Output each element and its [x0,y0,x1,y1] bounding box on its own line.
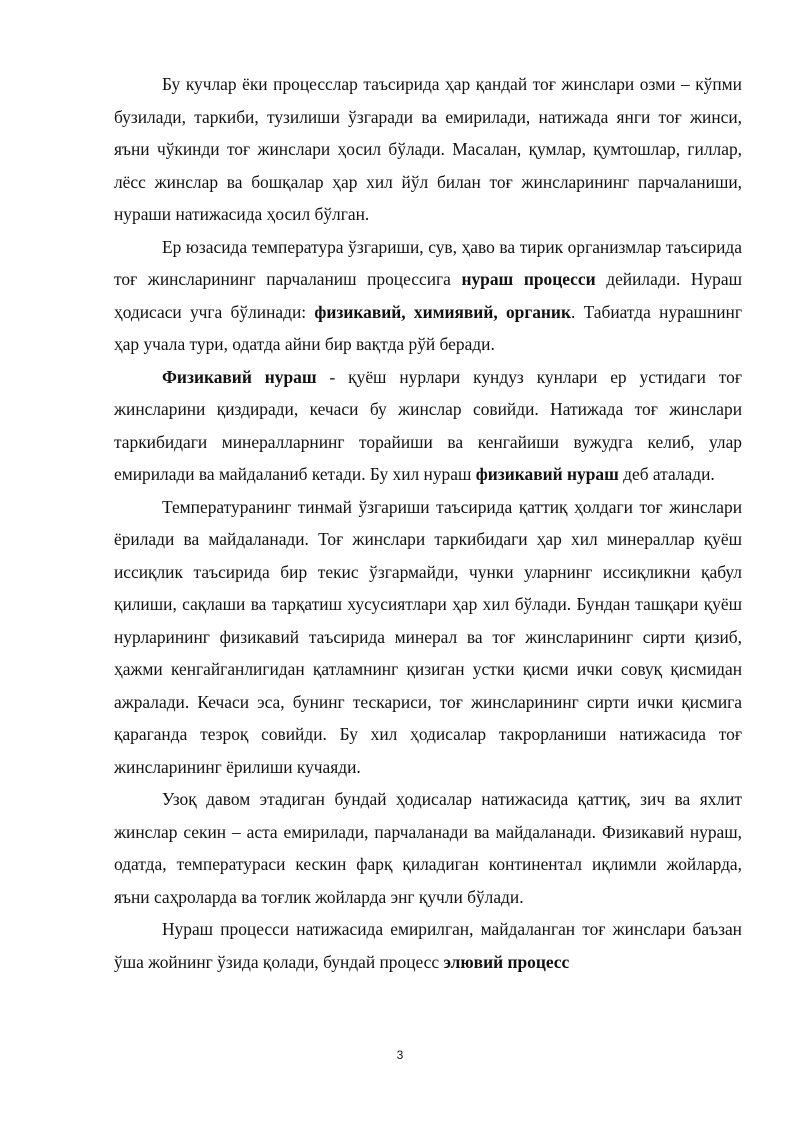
bold-term-elyuviy-protsess: элювий процесс [443,951,570,972]
paragraph-5 [114,783,742,913]
bold-term-fizikaviy-nurash-2: физикавий нураш [475,464,619,484]
body-text [114,68,742,978]
bold-term-nurash-types: физикавий, химиявий, органик [314,301,571,322]
text-run: - қуёш нурлари кундуз кунлари ер устидаги тоғ жинсларини қиздиради, кечаси бу жинслар совийди. Натижада тоғ жинслари таркибидаги минералларнинг торайиши ва кенгайиши вужудга келиб, улар емирилади ва майдаланиб кетади. Бу хил нураш [114,366,742,484]
paragraph-1 [114,68,742,231]
text-run: дейилади. Нураш ҳодисаси учга бўлинади: [114,269,742,322]
text-run: деб аталади. [618,464,715,484]
paragraph-6 [114,913,742,978]
text-run: Бу кучлар ёки процесслар таъсирида ҳар қандай тоғ жинслари озми – кўпми бузилади, таркиби, тузилиши ўзгаради ва емирилади, натижада янги тоғ жинси, яъни чўкинди тоғ жинслари ҳосил бўлади. Масалан, қумлар, қумтошлар, гиллар, лёсс жинслар ва бошқалар ҳар хил йўл билан тоғ жинсларининг парчаланиши, нураши натижасида ҳосил бўлган. [114,74,742,224]
text-run: . Табиатда нурашнинг ҳар учала тури, одатда айни бир вақтда рўй беради. [114,301,742,354]
paragraph-2 [114,231,742,361]
text-run: Температуранинг тинмай ўзгариши таъсирида қаттиқ ҳолдаги тоғ жинслари ёрилади ва майдаланади. Тоғ жинслари таркибидаги ҳар хил минераллар қуёш иссиқлик таъсирида бир текис ўзгармайди, чунки уларнинг иссиқликни қабул қилиши, сақлаши ва тарқатиш хусусиятлари ҳар хил бўлади. Бундан ташқари қуёш нурларининг физикавий таъсирида минерал ва тоғ жинсларининг сирти қизиб, ҳажми кенгайганлигидан қатламнинг қизиган устки қисми ички совуқ қисмидан ажралади. Кечаси эса, бунинг тескариси, тоғ жинсларининг сирти ички қисмига қараганда тезроқ совийди. Бу хил ҳодисалар такрорланиши натижасида тоғ жинсларининг ёрилиши кучаяди. [114,496,742,777]
text-run: Ер юзасида температура ўзгариши, сув, ҳаво ва тирик организмлар таъсирида тоғ жинсларининг парчаланиш процессига [114,236,742,289]
paragraph-3 [114,361,742,491]
page-number: 3 [396,1048,404,1062]
bold-term-fizikaviy-nurash: Физикавий нураш [162,366,317,387]
text-run: Узоқ давом этадиган бундай ҳодисалар натижасида қаттиқ, зич ва яхлит жинслар секин – аста емирилади, парчаланади ва майдаланади. Физикавий нураш, одатда, температураси кескин фарқ қиладиган континентал иқлимли жойларда, яъни саҳроларда ва тоғлик жойларда энг қучли бўлади. [114,789,742,907]
text-run: Нураш процесси натижасида емирилган, майдаланган тоғ жинслари баъзан ўша жойнинг ўзида қолади, бундай процесс [114,919,742,972]
bold-term-nurash-protsessi: нураш процесси [461,269,596,289]
paragraph-4 [114,491,742,784]
